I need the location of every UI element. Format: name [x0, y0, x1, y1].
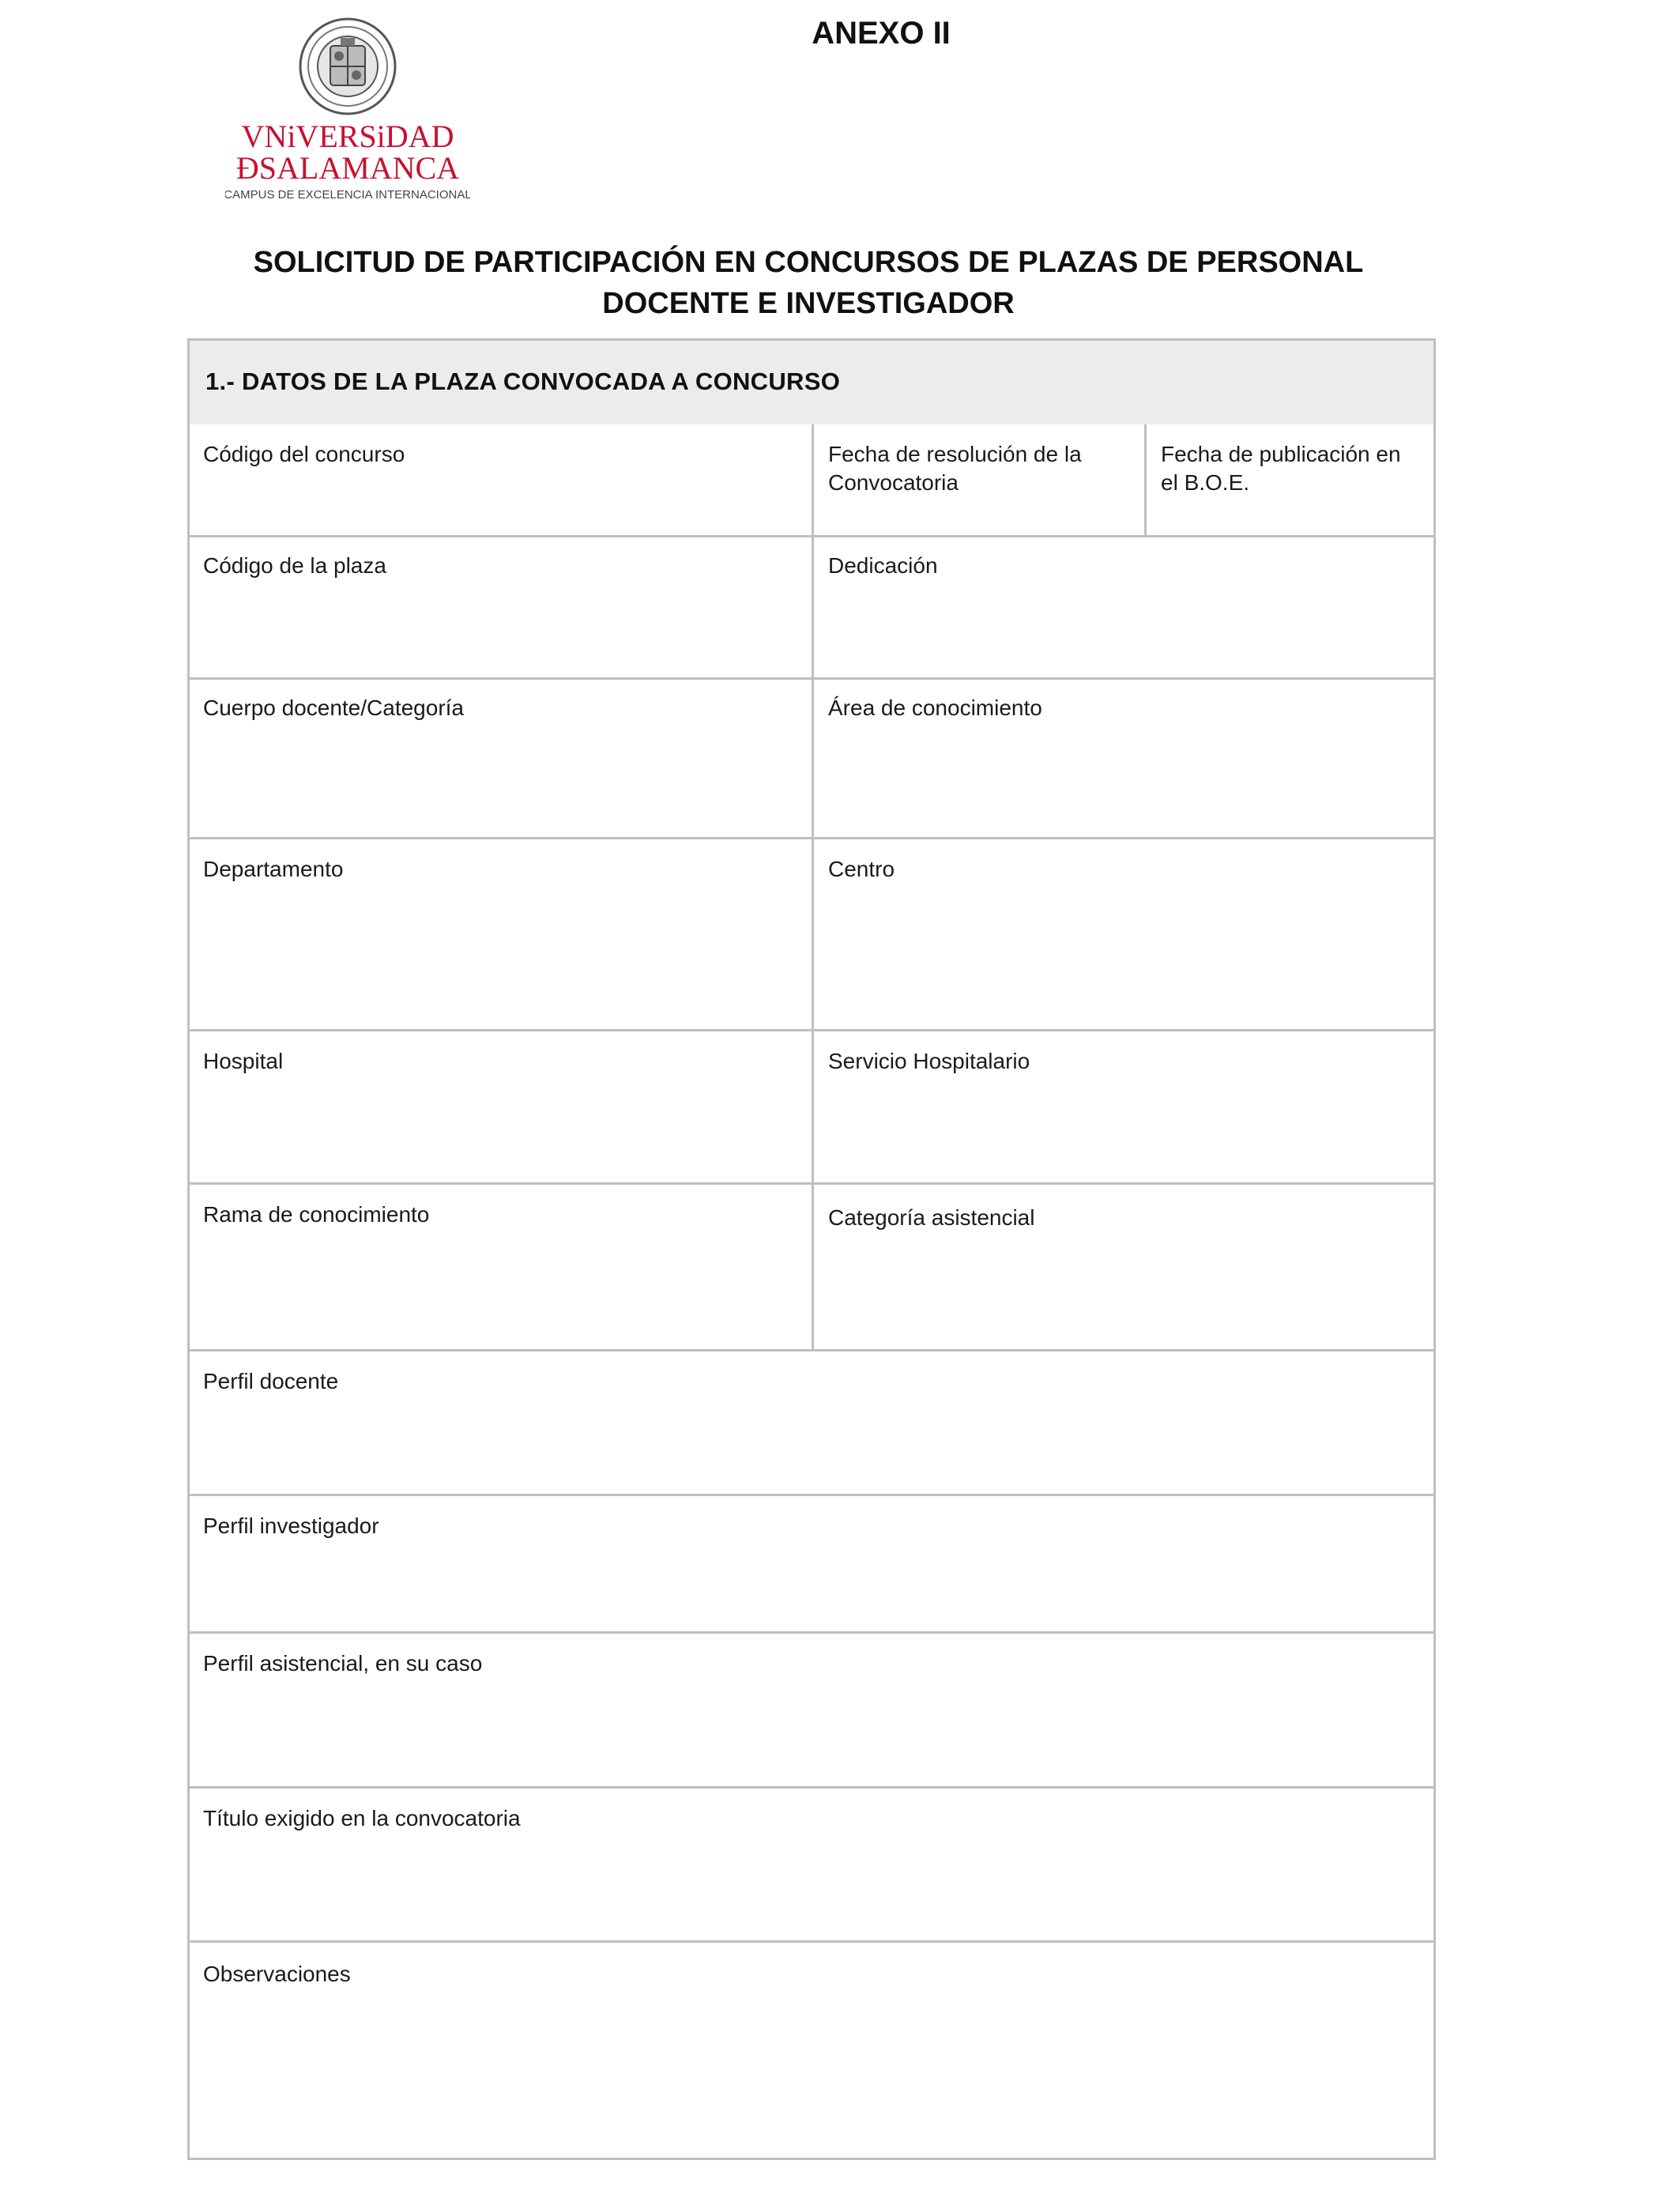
field-label: Perfil docente: [203, 1369, 339, 1393]
field-label: Categoría asistencial: [828, 1205, 1035, 1230]
section-header: [190, 341, 1433, 424]
field-categoria-asistencial[interactable]: [814, 1185, 1433, 1349]
field-label: Fecha de resolución de la: [828, 442, 1082, 466]
annex-label: ANEXO II: [812, 16, 951, 51]
field-departamento[interactable]: [187, 839, 812, 1029]
field-cuerpo-docente[interactable]: [187, 680, 812, 837]
page-title-line1: SOLICITUD DE PARTICIPACIÓN EN CONCURSOS DE PLAZAS DE PERSONAL: [253, 246, 1364, 279]
field-area-conocimiento[interactable]: [814, 680, 1433, 837]
field-label: el B.O.E.: [1161, 470, 1250, 495]
field-perfil-investigador[interactable]: [187, 1496, 1433, 1631]
field-label: Departamento: [203, 857, 344, 881]
logo-line1: VNiVERSiDAD: [241, 119, 454, 154]
university-logo: [225, 11, 470, 201]
field-label: Título exigido en la convocatoria: [203, 1806, 521, 1830]
field-label: Hospital: [203, 1049, 284, 1073]
field-label: Área de conocimiento: [828, 696, 1042, 720]
section-title: 1.- DATOS DE LA PLAZA CONVOCADA A CONCURSO: [205, 368, 841, 395]
field-perfil-docente[interactable]: [187, 1351, 1433, 1494]
field-dedicacion[interactable]: [814, 537, 1433, 677]
field-label: Fecha de publicación en: [1161, 442, 1401, 466]
field-codigo-concurso[interactable]: [187, 424, 812, 535]
field-codigo-plaza[interactable]: [187, 537, 812, 677]
field-centro[interactable]: [814, 839, 1433, 1029]
field-label: Rama de conocimiento: [203, 1202, 430, 1227]
field-label: Servicio Hospitalario: [828, 1049, 1030, 1073]
field-observaciones[interactable]: [187, 1943, 1433, 2158]
field-fecha-boe[interactable]: [1147, 424, 1433, 535]
field-perfil-asistencial[interactable]: [187, 1634, 1433, 1786]
field-titulo-exigido[interactable]: [187, 1789, 1433, 1940]
field-rama-conocimiento[interactable]: [187, 1185, 812, 1349]
logo-line3: CAMPUS DE EXCELENCIA INTERNACIONAL: [225, 188, 470, 201]
field-label: Perfil investigador: [203, 1514, 379, 1538]
university-seal-icon: [225, 11, 470, 201]
field-label: Código de la plaza: [203, 553, 386, 578]
field-label: Perfil asistencial, en su caso: [203, 1651, 483, 1676]
page-title-line2: DOCENTE E INVESTIGADOR: [602, 287, 1015, 320]
field-fecha-resolucion[interactable]: [814, 424, 1144, 535]
application-form: [187, 338, 1436, 2160]
field-label: Observaciones: [203, 1962, 351, 1986]
field-label: Centro: [828, 857, 895, 881]
field-servicio-hospitalario[interactable]: [814, 1031, 1433, 1182]
field-hospital[interactable]: [187, 1031, 812, 1182]
field-label: Cuerpo docente/Categoría: [203, 696, 464, 720]
page-title: [186, 242, 1430, 324]
field-label: Dedicación: [828, 553, 938, 578]
field-label: Código del concurso: [203, 442, 405, 466]
field-label: Convocatoria: [828, 470, 959, 495]
logo-line2: ÐSALAMANCA: [235, 150, 460, 186]
